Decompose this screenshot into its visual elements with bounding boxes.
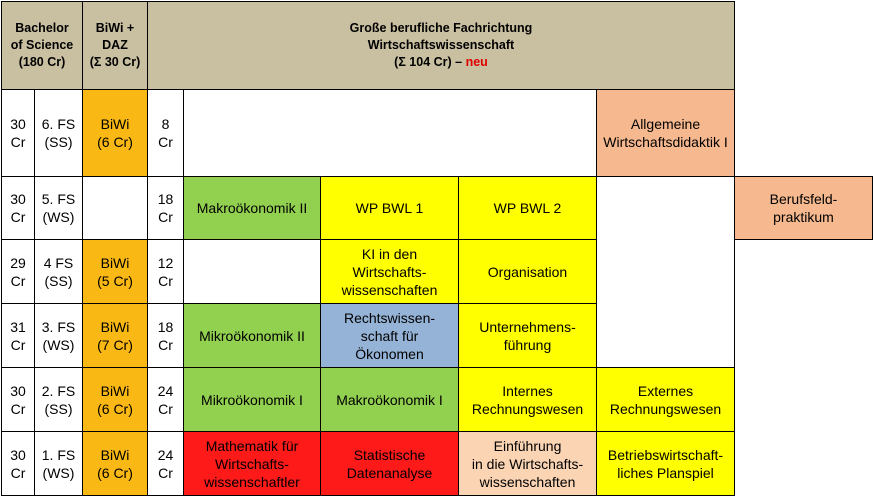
module-wp-bwl-1: WP BWL 1	[320, 176, 459, 240]
module-makrooekonomik-2: Makroökonomik II	[183, 176, 321, 240]
module-organisation: Organisation	[458, 239, 597, 304]
module-berufsfeldpraktikum: Berufsfeld- praktikum	[734, 176, 873, 240]
row-2-cr: 30 Cr	[1, 367, 35, 432]
empty-block-right	[596, 176, 735, 368]
row-3-credits: 18 Cr	[147, 303, 184, 368]
header-biwi-daz-text: BiWi + DAZ (Σ 30 Cr)	[89, 21, 141, 69]
module-internes-rechnungswesen: Internes Rechnungswesen	[458, 367, 597, 432]
module-unternehmensfuehrung: Unternehmens- führung	[458, 303, 597, 368]
row-4-credits: 12 Cr	[147, 239, 184, 304]
header-new-label: neu	[465, 55, 488, 69]
row-2-biwi: BiWi (6 Cr)	[82, 367, 148, 432]
row-3-semester: 3. FS (WS)	[34, 303, 83, 368]
module-wp-bwl-2: WP BWL 2	[458, 176, 597, 240]
module-statistische-datenanalyse: Statistische Datenanalyse	[320, 431, 459, 496]
row-3-cr: 31 Cr	[1, 303, 35, 368]
row-4-semester: 4 FS (SS)	[34, 239, 83, 304]
row-6-credits: 8 Cr	[147, 89, 184, 177]
row-1-cr: 30 Cr	[1, 431, 35, 496]
row-1-semester: 1. FS (WS)	[34, 431, 83, 496]
row-5-biwi	[82, 176, 148, 240]
row-1-credits: 24 Cr	[147, 431, 184, 496]
row-4-empty	[183, 239, 321, 304]
row-5-cr: 30 Cr	[1, 176, 35, 240]
row-5-credits: 18 Cr	[147, 176, 184, 240]
module-ki-wirtschaftswissenschaften: KI in den Wirtschafts- wissenschaften	[320, 239, 459, 304]
row-6-biwi: BiWi (6 Cr)	[82, 89, 148, 177]
header-fachrichtung-sum-line	[394, 54, 488, 71]
row-3-biwi: BiWi (7 Cr)	[82, 303, 148, 368]
row-2-semester: 2. FS (SS)	[34, 367, 83, 432]
module-allgemeine-wirtschaftsdidaktik: Allgemeine Wirtschaftsdidaktik I	[596, 89, 735, 177]
header-fachrichtung	[147, 1, 735, 90]
module-rechtswissenschaft: Rechtswissen- schaft für Ökonomen	[320, 303, 459, 368]
row-6-empty	[183, 89, 597, 177]
module-externes-rechnungswesen: Externes Rechnungswesen	[596, 367, 735, 432]
header-bachelor-text: Bachelor of Science (180 Cr)	[10, 21, 74, 69]
header-biwi-daz	[82, 1, 148, 90]
row-6-semester: 6. FS (SS)	[34, 89, 83, 177]
row-4-biwi: BiWi (5 Cr)	[82, 239, 148, 304]
module-makrooekonomik-1: Makroökonomik I	[320, 367, 459, 432]
row-6-cr: 30 Cr	[1, 89, 35, 177]
module-einfuehrung: Einführung in die Wirtschafts- wissenschaften	[458, 431, 597, 496]
row-4-cr: 29 Cr	[1, 239, 35, 304]
module-mikrooekonomik-2: Mikroökonomik II	[183, 303, 321, 368]
header-fachrichtung-title: Große berufliche Fachrichtung Wirtschaftswissenschaft	[349, 21, 533, 52]
row-2-credits: 24 Cr	[147, 367, 184, 432]
module-mathematik: Mathematik für Wirtschafts- wissenschaftler	[183, 431, 321, 496]
header-fachrichtung-sum: (Σ 104 Cr) –	[394, 55, 466, 69]
module-mikrooekonomik-1: Mikroökonomik I	[183, 367, 321, 432]
header-bachelor	[1, 1, 83, 90]
module-planspiel: Betriebswirtschaft- liches Planspiel	[596, 431, 735, 496]
row-1-biwi: BiWi (6 Cr)	[82, 431, 148, 496]
row-5-semester: 5. FS (WS)	[34, 176, 83, 240]
